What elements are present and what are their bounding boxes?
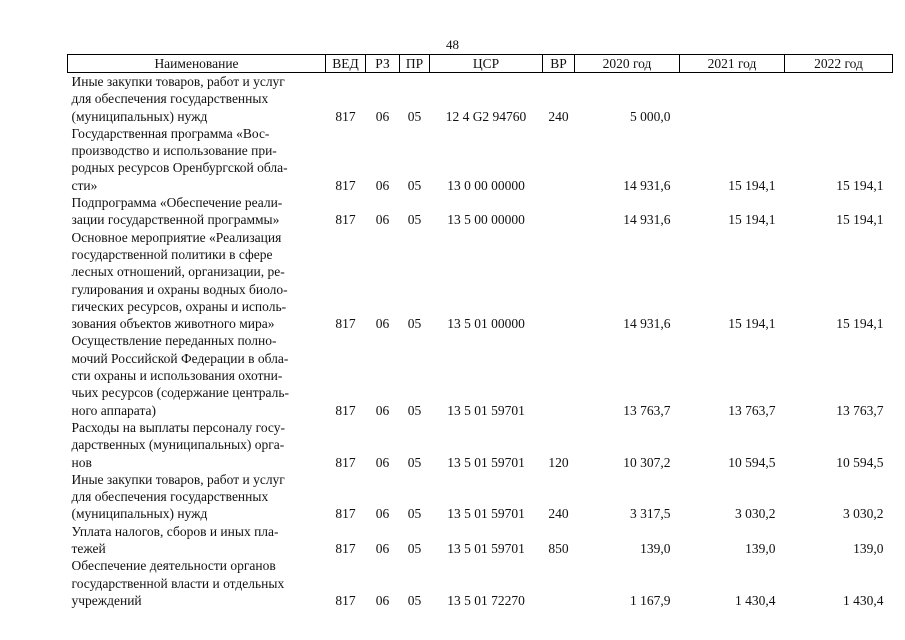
row-name-line: для обеспечения государственных — [71, 489, 269, 505]
row-csr: 13 5 00 00000 — [447, 212, 525, 228]
table-row — [68, 194, 893, 229]
row-vr — [543, 229, 575, 333]
row-2020: 5 000,0 — [630, 108, 671, 124]
row-ved: 817 — [335, 541, 356, 557]
row-name-line: учреждений — [71, 592, 142, 608]
row-2022: 10 594,5 — [836, 454, 884, 470]
row-rz: 06 — [375, 316, 390, 332]
row-name-line: лесных отношений, организации, ре- — [71, 264, 285, 280]
row-name — [68, 125, 326, 194]
row-name-line: государственной власти и отдельных — [71, 575, 285, 591]
row-2022: 15 194,1 — [836, 212, 884, 228]
row-vr — [543, 332, 575, 418]
header-2021: 2021 год — [680, 55, 785, 73]
row-name-line: нов — [71, 454, 92, 470]
row-name-line: тежей — [71, 541, 106, 557]
row-vr — [543, 125, 575, 194]
row-name-line: гических ресурсов, охраны и исполь- — [71, 298, 287, 314]
row-name-line: гулирования и охраны водных биоло- — [71, 281, 288, 297]
row-name-line: чьих ресурсов (содержание централь- — [71, 385, 290, 401]
row-2020: 14 931,6 — [623, 177, 671, 193]
row-2020: 14 931,6 — [623, 316, 671, 332]
row-ved: 817 — [335, 454, 356, 470]
row-rz: 06 — [375, 212, 390, 228]
row-2020: 1 167,9 — [630, 592, 671, 608]
row-csr: 13 5 01 59701 — [447, 402, 525, 418]
row-csr: 13 5 01 59701 — [447, 541, 525, 557]
row-pr: 05 — [407, 212, 422, 228]
row-2022: 139,0 — [853, 541, 884, 557]
row-2020: 14 931,6 — [623, 212, 671, 228]
row-2022: 13 763,7 — [836, 402, 884, 418]
row-rz: 06 — [375, 592, 390, 608]
budget-table — [67, 54, 893, 609]
row-2020: 10 307,2 — [623, 454, 671, 470]
row-rz: 06 — [375, 177, 390, 193]
row-ved: 817 — [335, 402, 356, 418]
table-row — [68, 332, 893, 418]
row-2022: 3 030,2 — [843, 506, 884, 522]
row-2020: 13 763,7 — [623, 402, 671, 418]
row-name-line: Расходы на выплаты персоналу госу- — [71, 419, 285, 435]
row-name — [68, 194, 326, 229]
row-name-line: зования объектов животного мира» — [71, 316, 275, 332]
row-rz: 06 — [375, 402, 390, 418]
row-2022 — [785, 73, 893, 125]
row-pr: 05 — [407, 108, 422, 124]
row-rz: 06 — [375, 506, 390, 522]
row-name — [68, 419, 326, 471]
row-ved: 817 — [335, 108, 356, 124]
row-pr: 05 — [407, 402, 422, 418]
row-2020: 139,0 — [640, 541, 671, 557]
row-name-line: дарственных (муниципальных) орга- — [71, 437, 285, 453]
header-name: Наименование — [68, 55, 326, 73]
page-number: 48 — [446, 37, 459, 52]
row-vr: 120 — [548, 454, 569, 470]
row-name-line: мочий Российской Федерации в обла- — [71, 350, 289, 366]
row-vr: 240 — [548, 108, 569, 124]
table-row — [68, 557, 893, 609]
row-2021: 15 194,1 — [728, 316, 776, 332]
row-2021: 15 194,1 — [728, 212, 776, 228]
table-row — [68, 73, 893, 125]
row-2021: 3 030,2 — [735, 506, 776, 522]
table-body — [68, 73, 893, 610]
row-name-line: Основное мероприятие «Реализация — [71, 229, 282, 245]
row-csr: 13 5 01 59701 — [447, 506, 525, 522]
row-2021: 13 763,7 — [728, 402, 776, 418]
row-name — [68, 73, 326, 125]
row-pr: 05 — [407, 177, 422, 193]
header-rz: РЗ — [366, 55, 400, 73]
row-name-line: Обеспечение деятельности органов — [71, 558, 276, 574]
row-name-line: государственной политики в сфере — [71, 246, 273, 262]
row-csr: 13 5 01 00000 — [447, 316, 525, 332]
row-name-line: сти» — [71, 177, 98, 193]
header-pr: ПР — [400, 55, 430, 73]
row-name-line: (муниципальных) нужд — [71, 506, 208, 522]
row-csr: 13 5 01 72270 — [447, 592, 525, 608]
row-name — [68, 557, 326, 609]
row-vr — [543, 557, 575, 609]
row-pr: 05 — [407, 316, 422, 332]
row-name-line: родных ресурсов Оренбургской обла- — [71, 160, 288, 176]
row-2021: 10 594,5 — [728, 454, 776, 470]
row-2022: 1 430,4 — [843, 592, 884, 608]
row-2021: 15 194,1 — [728, 177, 776, 193]
row-name — [68, 523, 326, 558]
row-2021: 1 430,4 — [735, 592, 776, 608]
row-ved: 817 — [335, 212, 356, 228]
header-2022: 2022 год — [785, 55, 893, 73]
row-pr: 05 — [407, 454, 422, 470]
row-rz: 06 — [375, 541, 390, 557]
row-name — [68, 332, 326, 418]
table-row — [68, 523, 893, 558]
row-csr: 12 4 G2 94760 — [445, 108, 527, 124]
row-name-line: Государственная программа «Вос- — [71, 125, 270, 141]
table-header-row — [68, 55, 893, 73]
table-row — [68, 125, 893, 194]
row-pr: 05 — [407, 541, 422, 557]
row-rz: 06 — [375, 108, 390, 124]
row-rz: 06 — [375, 454, 390, 470]
row-name-line: производство и использование при- — [71, 143, 277, 159]
table-row — [68, 229, 893, 333]
header-ved: ВЕД — [326, 55, 366, 73]
row-name-line: (муниципальных) нужд — [71, 108, 208, 124]
header-vr: ВР — [543, 55, 575, 73]
table-row — [68, 471, 893, 523]
row-name — [68, 471, 326, 523]
row-name-line: Осуществление переданных полно- — [71, 333, 277, 349]
row-ved: 817 — [335, 506, 356, 522]
header-csr: ЦСР — [430, 55, 543, 73]
row-ved: 817 — [335, 592, 356, 608]
row-name — [68, 229, 326, 333]
row-2022: 15 194,1 — [836, 177, 884, 193]
row-csr: 13 0 00 00000 — [447, 177, 525, 193]
row-name-line: сти охраны и использования охотни- — [71, 368, 283, 384]
row-csr: 13 5 01 59701 — [447, 454, 525, 470]
row-vr: 850 — [548, 541, 569, 557]
row-vr: 240 — [548, 506, 569, 522]
row-pr: 05 — [407, 592, 422, 608]
row-name-line: Иные закупки товаров, работ и услуг — [71, 471, 285, 487]
row-2021 — [680, 73, 785, 125]
row-2022: 15 194,1 — [836, 316, 884, 332]
row-name-line: Уплата налогов, сборов и иных пла- — [71, 523, 279, 539]
table-row — [68, 419, 893, 471]
row-ved: 817 — [335, 316, 356, 332]
row-name-line: Подпрограмма «Обеспечение реали- — [71, 195, 283, 211]
row-name-line: Иные закупки товаров, работ и услуг — [71, 74, 285, 89]
row-name-line: для обеспечения государственных — [71, 91, 269, 107]
row-name-line: ного аппарата) — [71, 402, 157, 418]
row-2020: 3 317,5 — [630, 506, 671, 522]
row-2021: 139,0 — [745, 541, 776, 557]
row-ved: 817 — [335, 177, 356, 193]
header-2020: 2020 год — [575, 55, 680, 73]
row-pr: 05 — [407, 506, 422, 522]
row-name-line: зации государственной программы» — [71, 212, 280, 228]
row-vr — [543, 194, 575, 229]
